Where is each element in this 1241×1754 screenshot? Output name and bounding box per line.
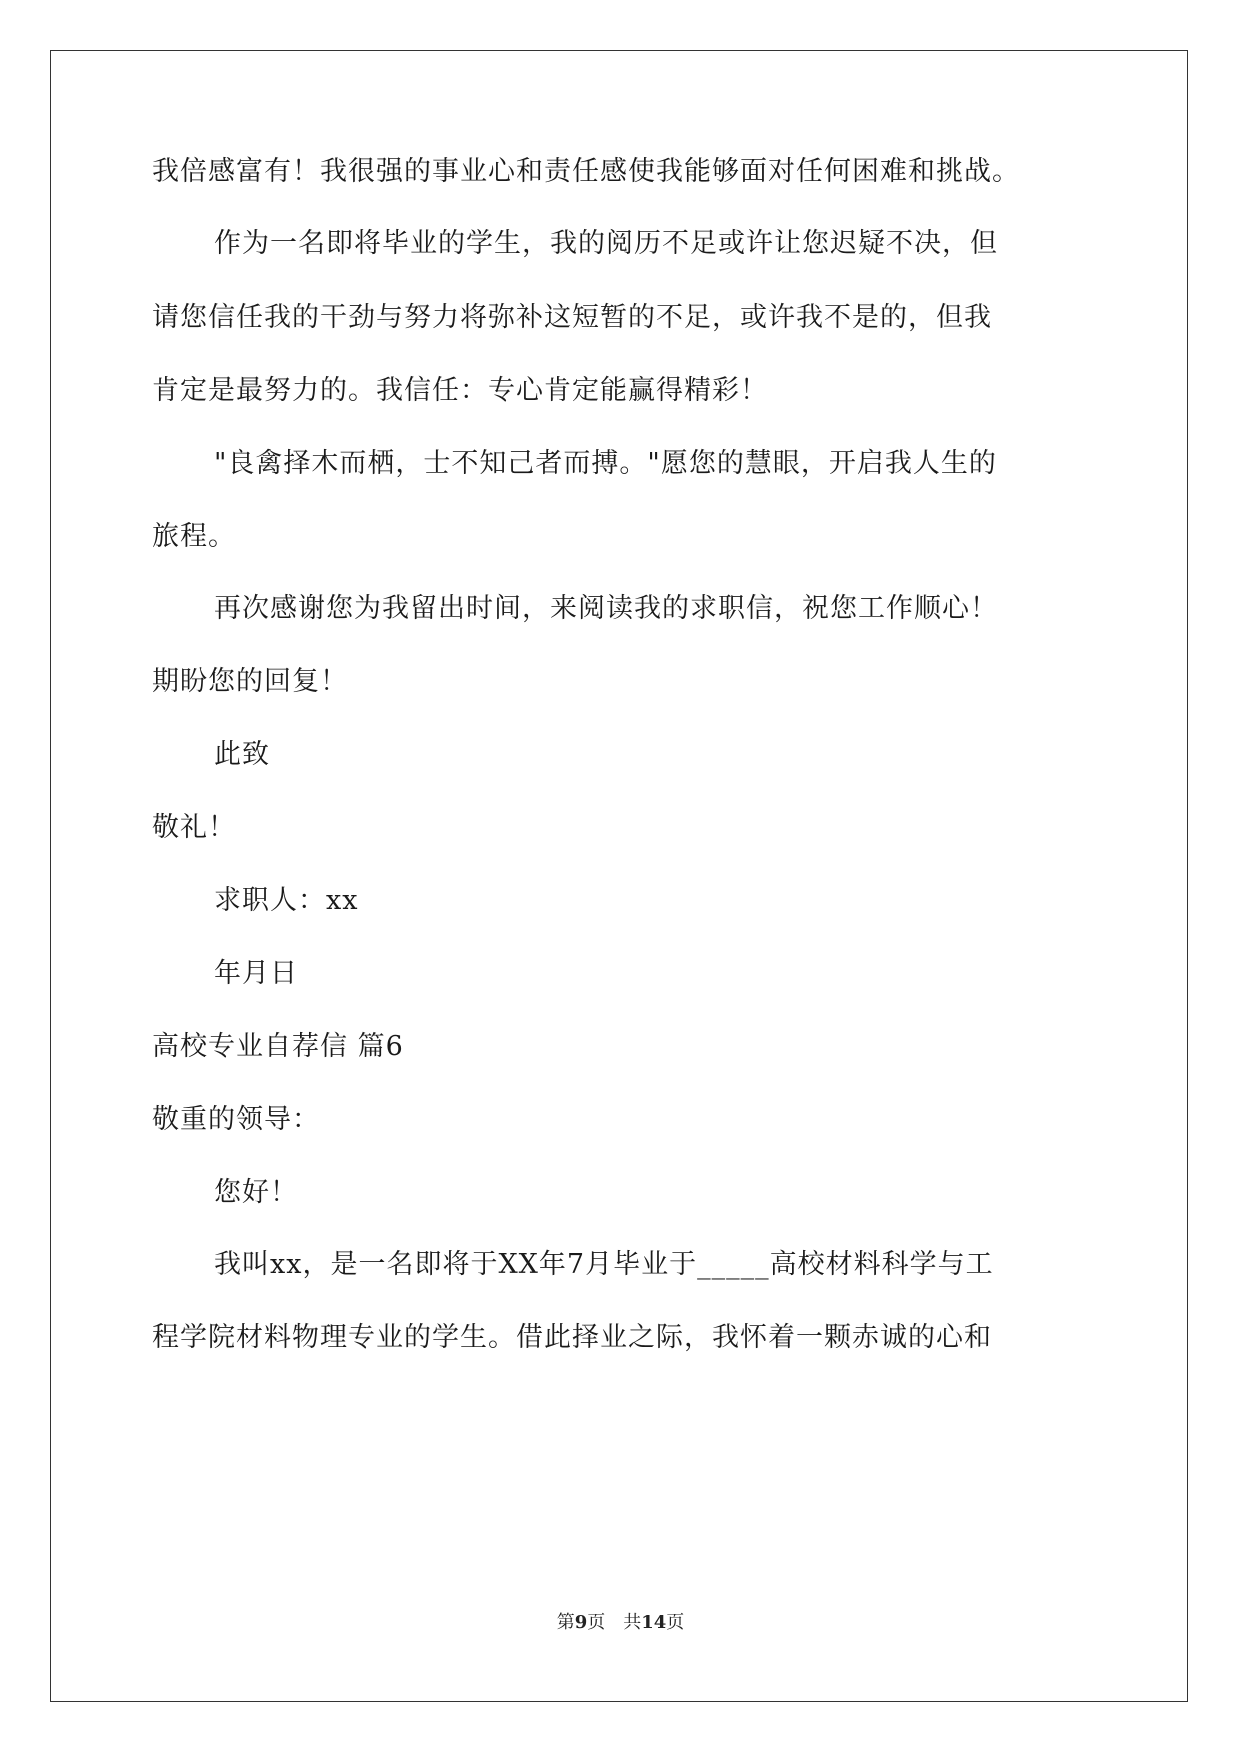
- body-line-2: 作为一名即将毕业的学生，我的阅历不足或许让您迟疑不决，但: [214, 228, 998, 259]
- body-line-5: "良禽择木而栖，士不知己者而搏。"愿您的慧眼，开启我人生的: [214, 448, 997, 479]
- closing-salutation: 此致: [214, 739, 270, 770]
- body-line-7: 再次感谢您为我留出时间，来阅读我的求职信，祝您工作顺心！: [214, 593, 998, 624]
- page-number: 9: [574, 1612, 588, 1633]
- body-line-1: 我倍感富有！我很强的事业心和责任感使我能够面对任何困难和挑战。: [152, 156, 1020, 187]
- body-line-17: 程学院材料物理专业的学生。借此择业之际，我怀着一颗赤诚的心和: [152, 1322, 992, 1353]
- body-line-6: 旅程。: [152, 521, 236, 552]
- total-pages: 14: [641, 1612, 667, 1633]
- body-line-4: 肯定是最努力的。我信任：专心肯定能赢得精彩！: [152, 375, 768, 406]
- body-line-8: 期盼您的回复！: [152, 666, 348, 697]
- letter-greeting: 敬重的领导：: [152, 1104, 320, 1135]
- page-footer: [0, 1612, 1241, 1634]
- page-prefix: 第: [556, 1612, 575, 1633]
- page-suffix: 页: [587, 1612, 606, 1633]
- section-heading: 高校专业自荐信 篇6: [152, 1031, 404, 1062]
- body-line-3: 请您信任我的干劲与努力将弥补这短暂的不足，或许我不是的，但我: [152, 302, 992, 333]
- page-border: [50, 50, 1188, 1702]
- total-suffix: 页: [666, 1612, 685, 1633]
- closing-regards: 敬礼！: [152, 812, 236, 843]
- letter-hello: 您好！: [214, 1177, 298, 1208]
- signature-applicant: 求职人：xx: [214, 885, 359, 916]
- total-prefix: 共: [623, 1612, 642, 1633]
- body-line-16: 我叫xx，是一名即将于XX年7月毕业于_____高校材料科学与工: [214, 1249, 994, 1280]
- signature-date: 年月日: [214, 958, 298, 989]
